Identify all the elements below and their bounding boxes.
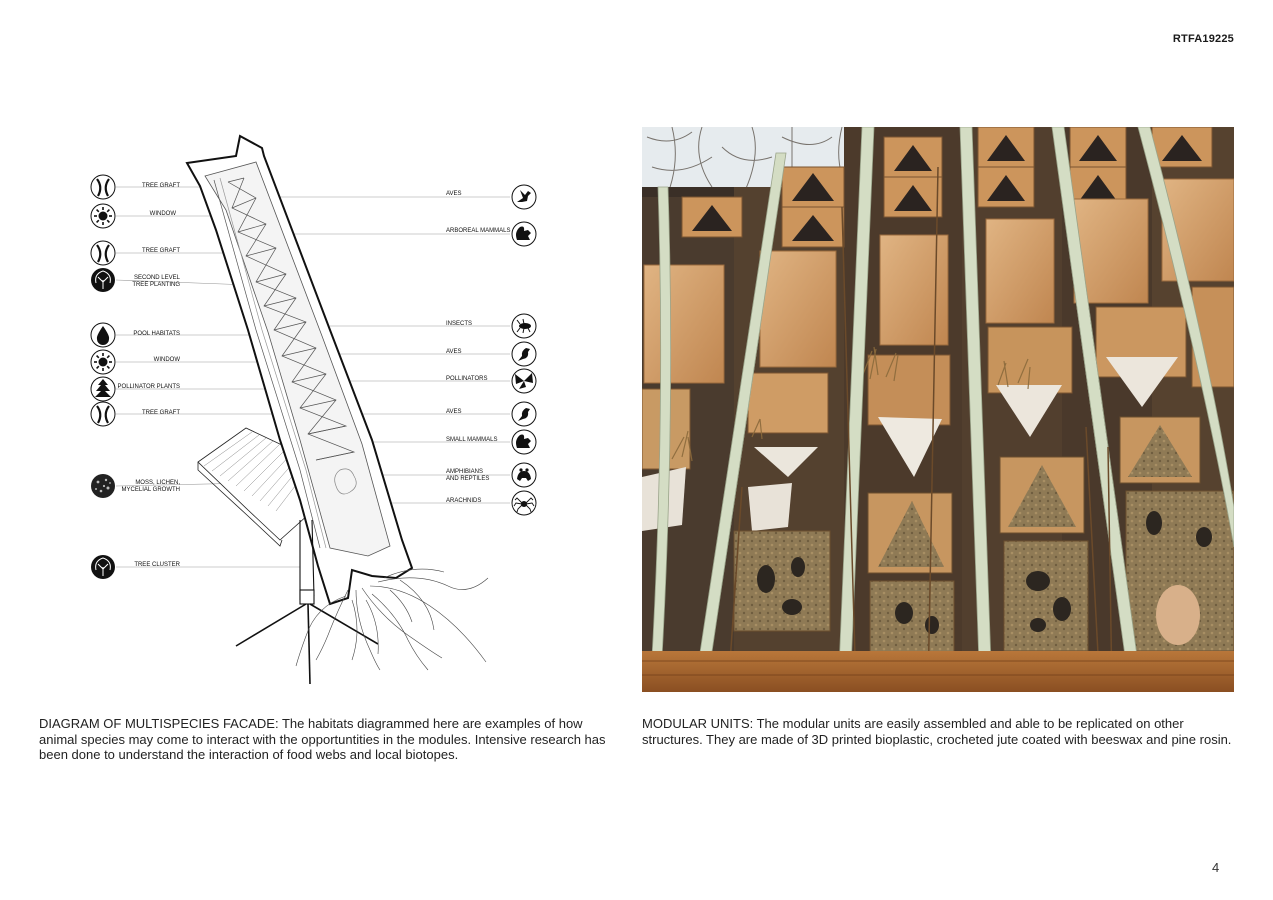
- label-arachnids: ARACHNIDS: [446, 498, 482, 504]
- left-icons: [91, 175, 115, 579]
- photo-caption: MODULAR UNITS: The modular units are easily assembled and able to be replicated on other structures. They are made of 3D printed bioplastic, crocheted jute coated with beeswax and pine rosin.: [642, 716, 1232, 747]
- label-window-2: WINDOW: [153, 357, 180, 363]
- label-second-level-tree-planting: SECOND LEVEL TREE PLANTING: [132, 275, 180, 288]
- facade-drawing: [0, 0, 640, 700]
- label-tree-graft-3: TREE GRAFT: [141, 410, 180, 416]
- wooden-base: [642, 651, 1234, 692]
- bird-icon: [512, 402, 536, 426]
- label-insects: INSECTS: [446, 321, 473, 327]
- multispecies-facade-diagram: [0, 0, 640, 700]
- right-icons: [512, 185, 536, 515]
- document-id: RTFA19225: [1172, 33, 1234, 45]
- moss-icon: [91, 474, 115, 498]
- bird-icon: [512, 185, 536, 209]
- label-small-mammals: SMALL MAMMALS: [446, 437, 498, 443]
- label-tree-cluster: TREE CLUSTER: [134, 562, 180, 568]
- sun-icon: [91, 350, 115, 374]
- label-aves-2: AVES: [446, 349, 462, 355]
- label-pollinator-plants: POLLINATOR PLANTS: [117, 384, 180, 390]
- sun-icon: [91, 204, 115, 228]
- label-pollinators: POLLINATORS: [446, 376, 488, 382]
- diagram-caption: DIAGRAM OF MULTISPECIES FACADE: The habitats diagrammed here are examples of how animal species may come to interact with the opportuntities in the modules. Intensive research has been done to understand the interaction of food webs and local biotopes.: [39, 716, 606, 762]
- graft-icon: [91, 241, 115, 265]
- drop-icon: [91, 323, 115, 347]
- label-aves-3: AVES: [446, 409, 462, 415]
- label-arboreal-mammals: ARBOREAL MAMMALS: [446, 228, 511, 234]
- page-number: 4: [1212, 860, 1220, 875]
- butterfly-icon: [512, 369, 536, 393]
- squirrel-icon: [512, 430, 536, 454]
- pine-icon: [91, 377, 115, 401]
- bird-icon: [512, 342, 536, 366]
- squirrel-icon: [512, 222, 536, 246]
- graft-icon: [91, 402, 115, 426]
- label-moss-lichen-mycelial-growth: MOSS, LICHEN, MYCELIAL GROWTH: [121, 480, 180, 493]
- label-amphibians-and-reptiles: AMPHIBIANS AND REPTILES: [446, 469, 490, 482]
- label-pool-habitats: POOL HABITATS: [133, 331, 180, 337]
- facade-column: [187, 136, 488, 684]
- tree-icon: [91, 555, 115, 579]
- frog-icon: [512, 463, 536, 487]
- label-aves-1: AVES: [446, 191, 462, 197]
- spider-icon: [512, 491, 536, 515]
- modular-units-photo: [642, 127, 1234, 692]
- label-tree-graft-2: TREE GRAFT: [141, 248, 180, 254]
- label-tree-graft-1: TREE GRAFT: [141, 183, 180, 189]
- module-columns: [642, 127, 1234, 692]
- graft-icon: [91, 175, 115, 199]
- photo-illustration: [642, 127, 1234, 692]
- tree-icon: [91, 268, 115, 292]
- insect-icon: [512, 314, 536, 338]
- label-window-1: WINDOW: [149, 211, 176, 217]
